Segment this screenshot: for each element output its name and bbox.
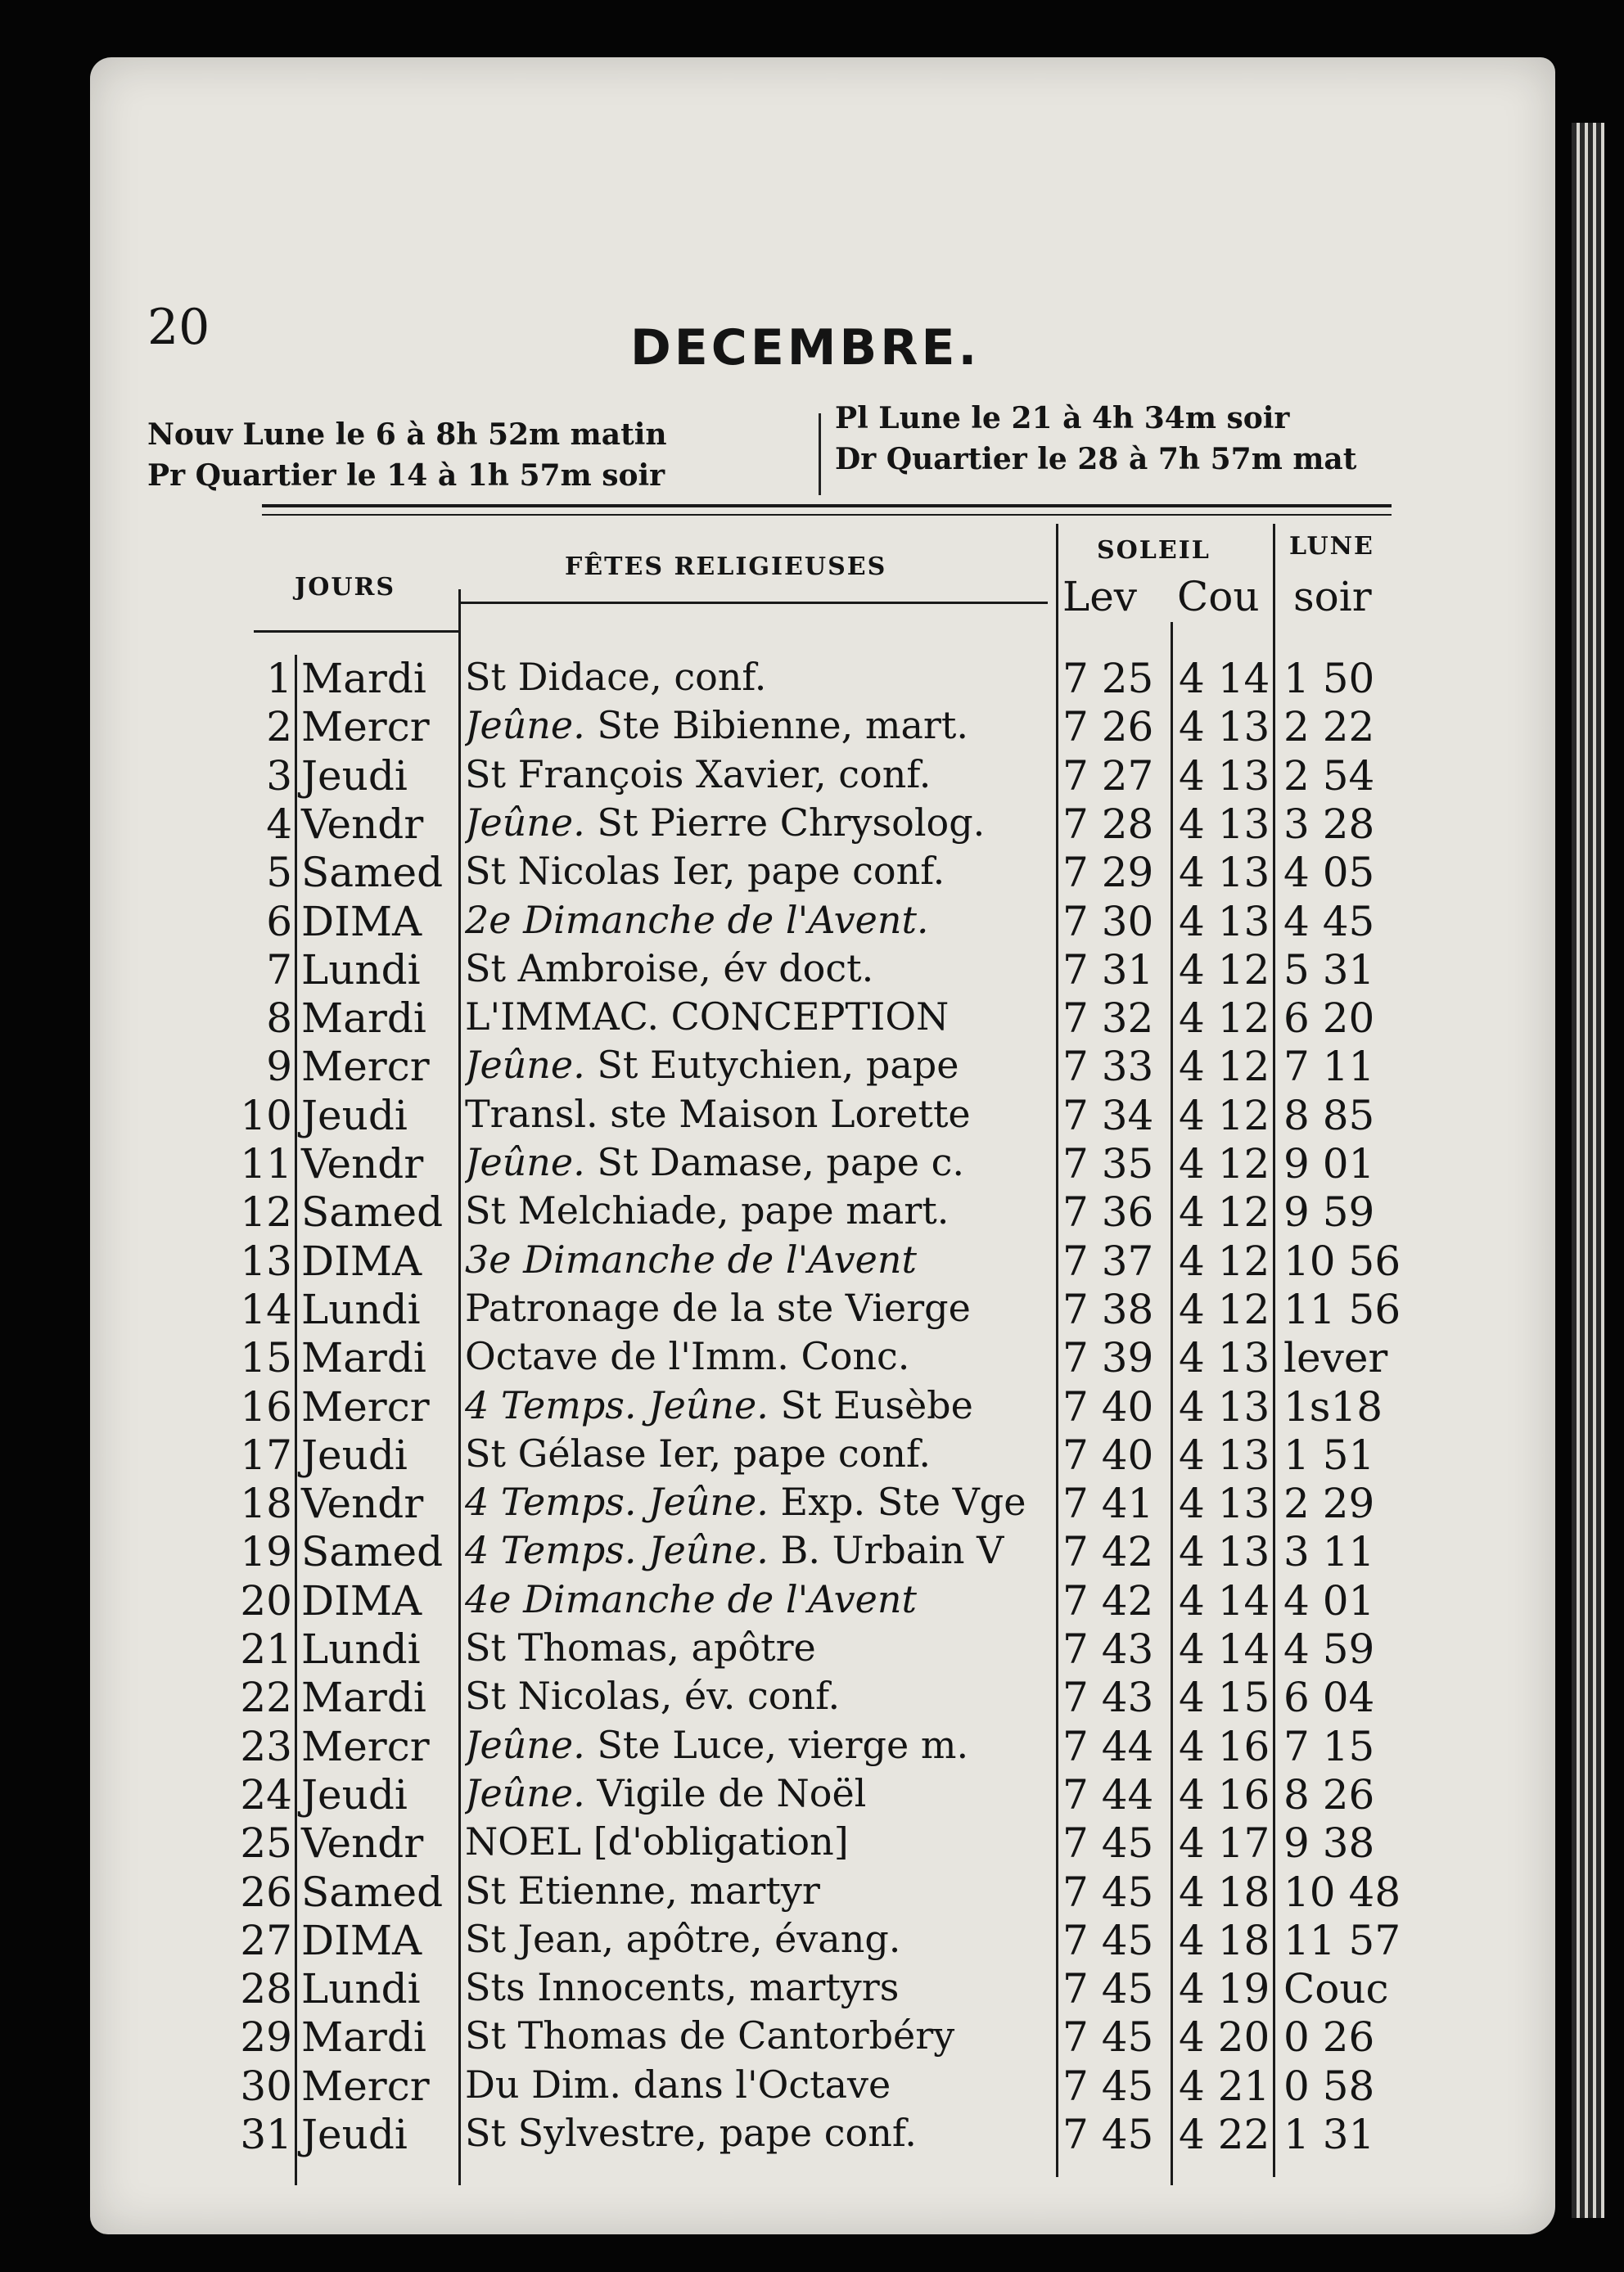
row-lune-soir: 2 54: [1283, 752, 1375, 800]
row-day-name: Samed: [301, 1188, 444, 1236]
row-day-name: Vendr: [301, 800, 424, 848]
row-lune-soir: 4 45: [1283, 898, 1375, 945]
row-soleil-lever: 7 42: [1062, 1528, 1154, 1576]
row-soleil-lever: 7 44: [1062, 1771, 1154, 1819]
row-lune-soir: 3 28: [1283, 800, 1375, 848]
row-soleil-lever: 7 33: [1062, 1043, 1154, 1090]
row-lune-soir: 11 56: [1283, 1286, 1401, 1333]
row-fete-text: Sts Innocents, martyrs: [465, 1965, 900, 2009]
header-soir: soir: [1293, 573, 1372, 620]
row-lune-soir: 8 26: [1283, 1771, 1375, 1819]
header-coucher: Cou: [1177, 573, 1260, 620]
row-fete: [465, 1528, 1050, 1572]
row-day-number: 4: [266, 800, 292, 848]
row-lune-soir: 1s18: [1283, 1383, 1383, 1431]
row-lune-soir: 1 51: [1283, 1431, 1375, 1479]
row-fete: [465, 994, 1050, 1039]
row-soleil-lever: 7 38: [1062, 1286, 1154, 1333]
row-day-name: Lundi: [301, 1965, 421, 2013]
row-day-name: Jeudi: [301, 752, 408, 800]
row-lune-soir: 4 05: [1283, 849, 1375, 896]
row-lune-soir: 1 31: [1283, 2111, 1375, 2158]
row-fete: [465, 1431, 1050, 1476]
fetes-header-underline: [458, 602, 1048, 604]
row-fete: [465, 1819, 1050, 1864]
row-fete: [465, 1674, 1050, 1718]
row-soleil-coucher: 4 12: [1179, 946, 1270, 994]
row-soleil-coucher: 4 14: [1179, 1625, 1270, 1673]
row-fete-text: St Jean, apôtre, évang.: [465, 1917, 901, 1961]
jours-header-underline: [254, 630, 458, 633]
row-day-number: 19: [240, 1528, 292, 1576]
row-day-number: 26: [240, 1869, 292, 1916]
row-day-number: 15: [240, 1334, 292, 1382]
row-soleil-lever: 7 25: [1062, 655, 1154, 702]
row-fete: [465, 1383, 1050, 1427]
row-fete: [465, 1869, 1050, 1913]
row-fete: [465, 1043, 1050, 1087]
row-day-number: 10: [240, 1092, 292, 1139]
row-day-number: 31: [240, 2111, 292, 2158]
row-fete-text: St Nicolas Ier, pape conf.: [465, 849, 945, 893]
row-soleil-coucher: 4 13: [1179, 1431, 1270, 1479]
column-line-lune: [1273, 524, 1275, 2177]
row-fete-italic: Jeûne.: [465, 1043, 585, 1087]
row-soleil-lever: 7 42: [1062, 1577, 1154, 1625]
row-fete-text: St François Xavier, conf.: [465, 752, 932, 796]
row-fete-text: L'IMMAC. CONCEPTION: [465, 994, 950, 1039]
row-soleil-coucher: 4 14: [1179, 1577, 1270, 1625]
row-soleil-coucher: 4 17: [1179, 1819, 1270, 1867]
row-day-number: 13: [240, 1237, 292, 1285]
row-day-name: Vendr: [301, 1140, 424, 1188]
row-fete: [465, 655, 1050, 699]
row-soleil-lever: 7 32: [1062, 994, 1154, 1042]
row-soleil-coucher: 4 12: [1179, 1140, 1270, 1188]
row-fete-text: Transl. ste Maison Lorette: [465, 1092, 971, 1136]
row-lune-soir: 6 20: [1283, 994, 1375, 1042]
row-day-name: Mercr: [301, 2062, 430, 2110]
row-fete-text: NOEL [d'obligation]: [465, 1819, 849, 1864]
row-day-number: 6: [266, 898, 292, 945]
row-day-number: 16: [240, 1383, 292, 1431]
row-fete-italic: 2e Dimanche de l'Avent.: [465, 898, 929, 942]
row-day-number: 1: [266, 655, 292, 702]
row-soleil-coucher: 4 13: [1179, 1480, 1270, 1527]
row-soleil-lever: 7 27: [1062, 752, 1154, 800]
row-day-name: Mardi: [301, 655, 426, 702]
row-fete-text: St Eusèbe: [780, 1383, 973, 1427]
row-soleil-coucher: 4 22: [1179, 2111, 1270, 2158]
row-soleil-lever: 7 45: [1062, 1917, 1154, 1964]
row-fete-text: Octave de l'Imm. Conc.: [465, 1334, 910, 1378]
row-fete-italic: Jeûne.: [465, 800, 585, 845]
row-soleil-lever: 7 35: [1062, 1140, 1154, 1188]
row-day-name: DIMA: [301, 1917, 422, 1964]
row-lune-soir: 11 57: [1283, 1917, 1401, 1964]
row-day-name: Mardi: [301, 994, 426, 1042]
row-day-name: Mardi: [301, 1674, 426, 1721]
table-top-rule: [262, 504, 1392, 507]
row-fete-text: Ste Bibienne, mart.: [597, 703, 968, 747]
row-fete-italic: Jeûne.: [465, 1140, 585, 1184]
row-fete-italic: Jeûne.: [465, 703, 585, 747]
table-top-rule-thin: [262, 514, 1392, 516]
row-fete: [465, 1965, 1050, 2009]
row-soleil-lever: 7 45: [1062, 1869, 1154, 1916]
row-day-name: Mercr: [301, 703, 430, 751]
row-fete-text: St Didace, conf.: [465, 655, 767, 699]
row-soleil-coucher: 4 13: [1179, 703, 1270, 751]
row-day-name: DIMA: [301, 1577, 422, 1625]
column-line-soleil-split: [1171, 622, 1173, 2185]
row-soleil-coucher: 4 18: [1179, 1869, 1270, 1916]
row-soleil-coucher: 4 13: [1179, 898, 1270, 945]
row-day-number: 30: [240, 2062, 292, 2110]
row-day-number: 29: [240, 2013, 292, 2061]
row-lune-soir: lever: [1283, 1334, 1388, 1382]
row-day-name: Mercr: [301, 1723, 430, 1770]
row-fete-text: St Nicolas, év. conf.: [465, 1674, 841, 1718]
row-soleil-coucher: 4 14: [1179, 655, 1270, 702]
column-line-soleil: [1056, 524, 1058, 2177]
row-soleil-coucher: 4 15: [1179, 1674, 1270, 1721]
row-lune-soir: 10 48: [1283, 1869, 1401, 1916]
row-soleil-lever: 7 45: [1062, 2111, 1154, 2158]
row-day-name: Mercr: [301, 1043, 430, 1090]
row-soleil-coucher: 4 16: [1179, 1771, 1270, 1819]
row-day-name: DIMA: [301, 898, 422, 945]
row-fete: [465, 1480, 1050, 1524]
page-number: 20: [147, 299, 210, 356]
row-lune-soir: 3 11: [1283, 1528, 1375, 1576]
row-fete-text: St Pierre Chrysolog.: [597, 800, 986, 845]
row-day-name: Jeudi: [301, 2111, 408, 2158]
row-lune-soir: 9 38: [1283, 1819, 1375, 1867]
row-soleil-lever: 7 28: [1062, 800, 1154, 848]
row-fete-italic: 4 Temps. Jeûne.: [465, 1480, 769, 1524]
row-fete: [465, 2111, 1050, 2155]
row-fete: [465, 1917, 1050, 1961]
book-spine-edge: [1572, 123, 1604, 2218]
row-soleil-coucher: 4 12: [1179, 1286, 1270, 1333]
row-soleil-lever: 7 45: [1062, 2013, 1154, 2061]
row-fete-text: St Melchiade, pape mart.: [465, 1188, 950, 1233]
row-fete: [465, 1140, 1050, 1184]
row-fete: [465, 2013, 1050, 2058]
row-soleil-lever: 7 29: [1062, 849, 1154, 896]
row-soleil-coucher: 4 12: [1179, 1092, 1270, 1139]
row-lune-soir: 7 15: [1283, 1723, 1375, 1770]
row-day-number: 8: [266, 994, 292, 1042]
row-soleil-lever: 7 34: [1062, 1092, 1154, 1139]
row-fete: [465, 1092, 1050, 1136]
row-day-name: Samed: [301, 849, 444, 896]
row-soleil-coucher: 4 19: [1179, 1965, 1270, 2013]
row-day-number: 25: [240, 1819, 292, 1867]
row-day-name: Jeudi: [301, 1092, 408, 1139]
row-fete-italic: 4 Temps. Jeûne.: [465, 1383, 769, 1427]
header-jours: JOURS: [295, 573, 396, 602]
row-fete-text: St Thomas, apôtre: [465, 1625, 816, 1670]
row-soleil-lever: 7 31: [1062, 946, 1154, 994]
row-soleil-coucher: 4 12: [1179, 1237, 1270, 1285]
row-soleil-coucher: 4 12: [1179, 1043, 1270, 1090]
row-soleil-lever: 7 39: [1062, 1334, 1154, 1382]
row-lune-soir: 4 01: [1283, 1577, 1375, 1625]
row-fete-text: St Gélase Ier, pape conf.: [465, 1431, 932, 1476]
row-soleil-coucher: 4 13: [1179, 1383, 1270, 1431]
row-day-number: 22: [240, 1674, 292, 1721]
row-fete-italic: Jeûne.: [465, 1723, 585, 1767]
row-day-number: 7: [266, 946, 292, 994]
row-lune-soir: 2 29: [1283, 1480, 1375, 1527]
row-day-number: 3: [266, 752, 292, 800]
row-fete-text: Vigile de Noël: [597, 1771, 867, 1815]
month-title: DECEMBRE.: [630, 319, 981, 376]
row-soleil-coucher: 4 13: [1179, 1334, 1270, 1382]
row-soleil-lever: 7 45: [1062, 2062, 1154, 2110]
row-day-number: 24: [240, 1771, 292, 1819]
row-lune-soir: 1 50: [1283, 655, 1375, 702]
row-day-name: Jeudi: [301, 1431, 408, 1479]
row-lune-soir: 7 11: [1283, 1043, 1375, 1090]
row-soleil-lever: 7 40: [1062, 1383, 1154, 1431]
row-soleil-coucher: 4 21: [1179, 2062, 1270, 2110]
row-fete-text: St Sylvestre, pape conf.: [465, 2111, 917, 2155]
row-lune-soir: 0 58: [1283, 2062, 1375, 2110]
column-line-day-number: [295, 655, 297, 2185]
moon-phase-first-quarter: Pr Quartier le 14 à 1h 57m soir: [147, 458, 665, 493]
row-day-number: 28: [240, 1965, 292, 2013]
moon-phase-last-quarter: Dr Quartier le 28 à 7h 57m mat: [835, 442, 1357, 476]
row-fete-text: St Damase, pape c.: [597, 1140, 964, 1184]
row-soleil-coucher: 4 20: [1179, 2013, 1270, 2061]
row-day-name: Lundi: [301, 1625, 421, 1673]
row-fete-italic: Jeûne.: [465, 1771, 585, 1815]
row-fete-text: St Ambroise, év doct.: [465, 946, 874, 990]
row-day-name: Samed: [301, 1528, 444, 1576]
row-fete: [465, 1334, 1050, 1378]
row-fete: [465, 2062, 1050, 2107]
row-day-name: Samed: [301, 1869, 444, 1916]
row-fete: [465, 849, 1050, 893]
row-soleil-lever: 7 30: [1062, 898, 1154, 945]
row-fete-text: Exp. Ste Vge: [780, 1480, 1026, 1524]
row-day-number: 9: [266, 1043, 292, 1090]
row-lune-soir: 9 59: [1283, 1188, 1375, 1236]
row-soleil-lever: 7 37: [1062, 1237, 1154, 1285]
row-day-number: 18: [240, 1480, 292, 1527]
row-fete: [465, 800, 1050, 845]
column-line-day-name: [458, 589, 461, 2185]
row-lune-soir: 2 22: [1283, 703, 1375, 751]
row-fete-text: St Thomas de Cantorbéry: [465, 2013, 955, 2058]
row-soleil-lever: 7 45: [1062, 1819, 1154, 1867]
row-soleil-lever: 7 36: [1062, 1188, 1154, 1236]
row-soleil-lever: 7 40: [1062, 1431, 1154, 1479]
row-soleil-coucher: 4 12: [1179, 1188, 1270, 1236]
row-fete: [465, 1577, 1050, 1621]
row-day-number: 14: [240, 1286, 292, 1333]
header-soleil: SOLEIL: [1097, 536, 1211, 565]
row-day-name: Mardi: [301, 2013, 426, 2061]
row-day-number: 27: [240, 1917, 292, 1964]
row-lune-soir: 10 56: [1283, 1237, 1401, 1285]
row-fete: [465, 1237, 1050, 1282]
row-soleil-coucher: 4 16: [1179, 1723, 1270, 1770]
row-fete: [465, 946, 1050, 990]
row-fete: [465, 1723, 1050, 1767]
row-soleil-coucher: 4 18: [1179, 1917, 1270, 1964]
row-day-name: Jeudi: [301, 1771, 408, 1819]
row-day-number: 12: [240, 1188, 292, 1236]
header-lever: Lev: [1062, 573, 1138, 620]
row-fete: [465, 1286, 1050, 1330]
row-lune-soir: 4 59: [1283, 1625, 1375, 1673]
row-fete-text: Ste Luce, vierge m.: [597, 1723, 969, 1767]
row-day-number: 17: [240, 1431, 292, 1479]
row-soleil-lever: 7 45: [1062, 1965, 1154, 2013]
row-lune-soir: 0 26: [1283, 2013, 1375, 2061]
row-soleil-lever: 7 43: [1062, 1674, 1154, 1721]
row-soleil-coucher: 4 13: [1179, 752, 1270, 800]
row-fete: [465, 703, 1050, 747]
phase-separator: [819, 413, 821, 495]
row-fete-text: St Etienne, martyr: [465, 1869, 820, 1913]
moon-phase-new-moon: Nouv Lune le 6 à 8h 52m matin: [147, 417, 667, 452]
moon-phase-full-moon: Pl Lune le 21 à 4h 34m soir: [835, 401, 1290, 435]
header-fetes-religieuses: FÊTES RELIGIEUSES: [565, 552, 887, 581]
row-day-name: Lundi: [301, 946, 421, 994]
row-lune-soir: 5 31: [1283, 946, 1375, 994]
row-soleil-lever: 7 43: [1062, 1625, 1154, 1673]
header-lune: LUNE: [1289, 532, 1374, 561]
row-day-number: 5: [266, 849, 292, 896]
row-soleil-lever: 7 26: [1062, 703, 1154, 751]
row-soleil-coucher: 4 12: [1179, 994, 1270, 1042]
row-soleil-coucher: 4 13: [1179, 849, 1270, 896]
row-soleil-coucher: 4 13: [1179, 800, 1270, 848]
row-lune-soir: 6 04: [1283, 1674, 1375, 1721]
row-soleil-coucher: 4 13: [1179, 1528, 1270, 1576]
row-fete-italic: 4e Dimanche de l'Avent: [465, 1577, 917, 1621]
row-fete: [465, 1625, 1050, 1670]
row-fete-text: Du Dim. dans l'Octave: [465, 2062, 891, 2107]
row-day-number: 2: [266, 703, 292, 751]
row-lune-soir: 9 01: [1283, 1140, 1375, 1188]
row-fete-text: B. Urbain V: [780, 1528, 1004, 1572]
row-day-name: Lundi: [301, 1286, 421, 1333]
row-fete-text: Patronage de la ste Vierge: [465, 1286, 971, 1330]
row-fete-text: St Eutychien, pape: [597, 1043, 959, 1087]
row-soleil-lever: 7 44: [1062, 1723, 1154, 1770]
row-day-number: 20: [240, 1577, 292, 1625]
row-fete-italic: 3e Dimanche de l'Avent: [465, 1237, 917, 1282]
row-fete: [465, 1188, 1050, 1233]
row-fete: [465, 898, 1050, 942]
row-day-name: Vendr: [301, 1480, 424, 1527]
row-day-name: Mardi: [301, 1334, 426, 1382]
row-day-number: 11: [240, 1140, 292, 1188]
row-fete: [465, 752, 1050, 796]
row-day-name: DIMA: [301, 1237, 422, 1285]
row-day-name: Vendr: [301, 1819, 424, 1867]
row-day-number: 21: [240, 1625, 292, 1673]
row-day-number: 23: [240, 1723, 292, 1770]
row-soleil-lever: 7 41: [1062, 1480, 1154, 1527]
row-lune-soir: 8 85: [1283, 1092, 1375, 1139]
row-fete: [465, 1771, 1050, 1815]
row-fete-italic: 4 Temps. Jeûne.: [465, 1528, 769, 1572]
row-day-name: Mercr: [301, 1383, 430, 1431]
row-lune-soir: Couc: [1283, 1965, 1389, 2013]
